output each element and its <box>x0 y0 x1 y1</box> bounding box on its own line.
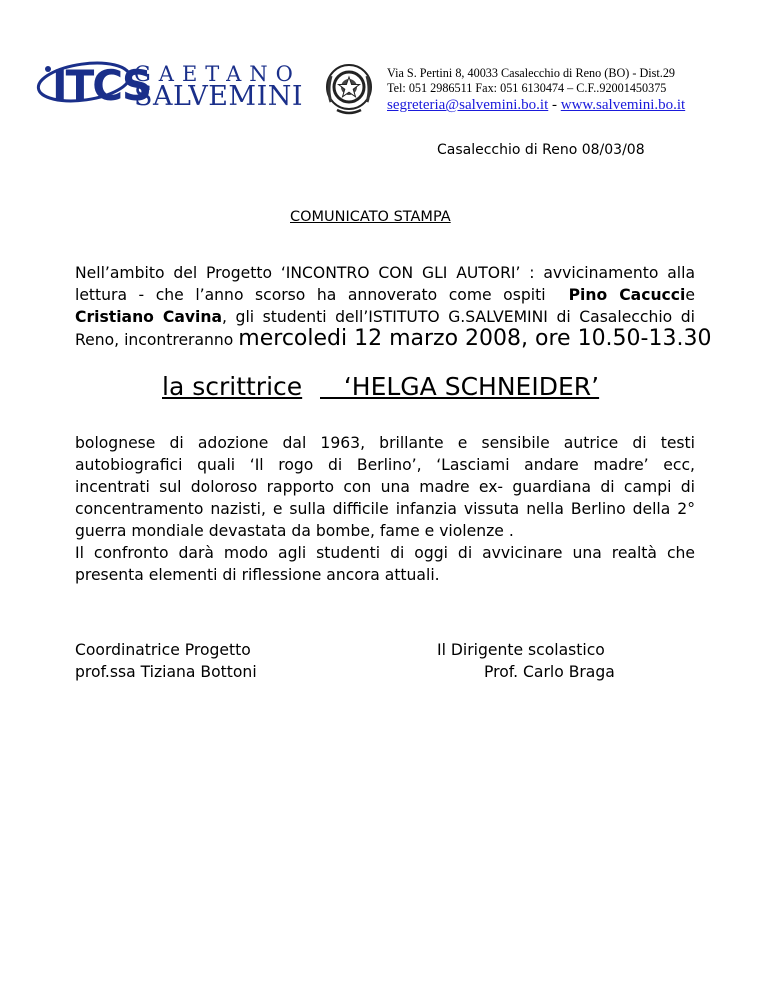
body-line-2: autobiografici quali ‘Il rogo di Berlino’, ‘Lasciami andare madre’ ecc, <box>75 456 695 474</box>
school-phones: Tel: 051 2986511 Fax: 051 6130474 – C.F..92001450375 <box>387 81 667 95</box>
event-intro: Reno, incontreranno <box>75 331 239 349</box>
body-line-5: guerra mondiale devastata da bombe, fame e violenze . <box>75 522 514 540</box>
body-line-1: bolognese di adozione dal 1963, brillante e sensibile autrice di testi <box>75 434 695 452</box>
guest-name-2: Cristiano Cavina <box>75 308 223 326</box>
body-line-4: concentramento nazisti, e sulla difficile infanzia vissuta nella Berlino della 2° <box>75 500 695 518</box>
republic-emblem-icon <box>323 60 375 116</box>
document-date: Casalecchio di Reno 08/03/08 <box>437 142 645 158</box>
logo-name-top: GAETANO <box>134 62 301 86</box>
coordinator-role: Coordinatrice Progetto <box>75 641 251 659</box>
guest-name-1: Pino Cacucci <box>568 286 686 304</box>
logo-orbit-dot <box>45 66 51 72</box>
event-datetime-line <box>75 328 711 352</box>
intro-line-3-text: , gli studenti dell’ISTITUTO G.SALVEMINI di Casalecchio di <box>222 308 695 326</box>
website-link[interactable]: www.salvemini.bo.it <box>560 97 686 113</box>
intro-line-2 <box>75 285 695 307</box>
writer-label: la scrittrice <box>162 372 303 401</box>
school-contacts <box>387 96 685 114</box>
logo-name-bottom: SALVEMINI <box>134 81 304 112</box>
intro-line-1: Nell’ambito del Progetto ‘INCONTRO CON GLI AUTORI’ : avvicinamento alla <box>75 264 695 282</box>
event-datetime: mercoledi 12 marzo 2008, ore 10.50-13.30 <box>238 326 712 351</box>
intro-line-2-text: lettura - che l’anno scorso ha annoverato come ospiti <box>75 286 569 304</box>
body-line-6: Il confronto darà modo agli studenti di oggi di avvicinare una realtà che <box>75 544 695 562</box>
body-line-7: presenta elementi di riflessione ancora attuali. <box>75 566 440 584</box>
director-name: Prof. Carlo Braga <box>484 663 615 681</box>
contacts-separator: - <box>548 97 561 113</box>
school-address: Via S. Pertini 8, 40033 Casalecchio di Reno (BO) - Dist.29 <box>387 66 676 80</box>
document-heading: COMUNICATO STAMPA <box>290 209 451 225</box>
writer-name: ‘HELGA SCHNEIDER’ <box>320 372 600 401</box>
body-line-3: incentrati sul doloroso rapporto con una madre ex- guardiana di campi di <box>75 478 695 496</box>
logo-acronym: ITCS <box>52 61 151 110</box>
intro-line-2-suffix: e <box>685 286 695 304</box>
coordinator-name: prof.ssa Tiziana Bottoni <box>75 663 257 681</box>
email-link[interactable]: segreteria@salvemini.bo.it <box>387 97 549 113</box>
director-role: Il Dirigente scolastico <box>437 641 605 659</box>
